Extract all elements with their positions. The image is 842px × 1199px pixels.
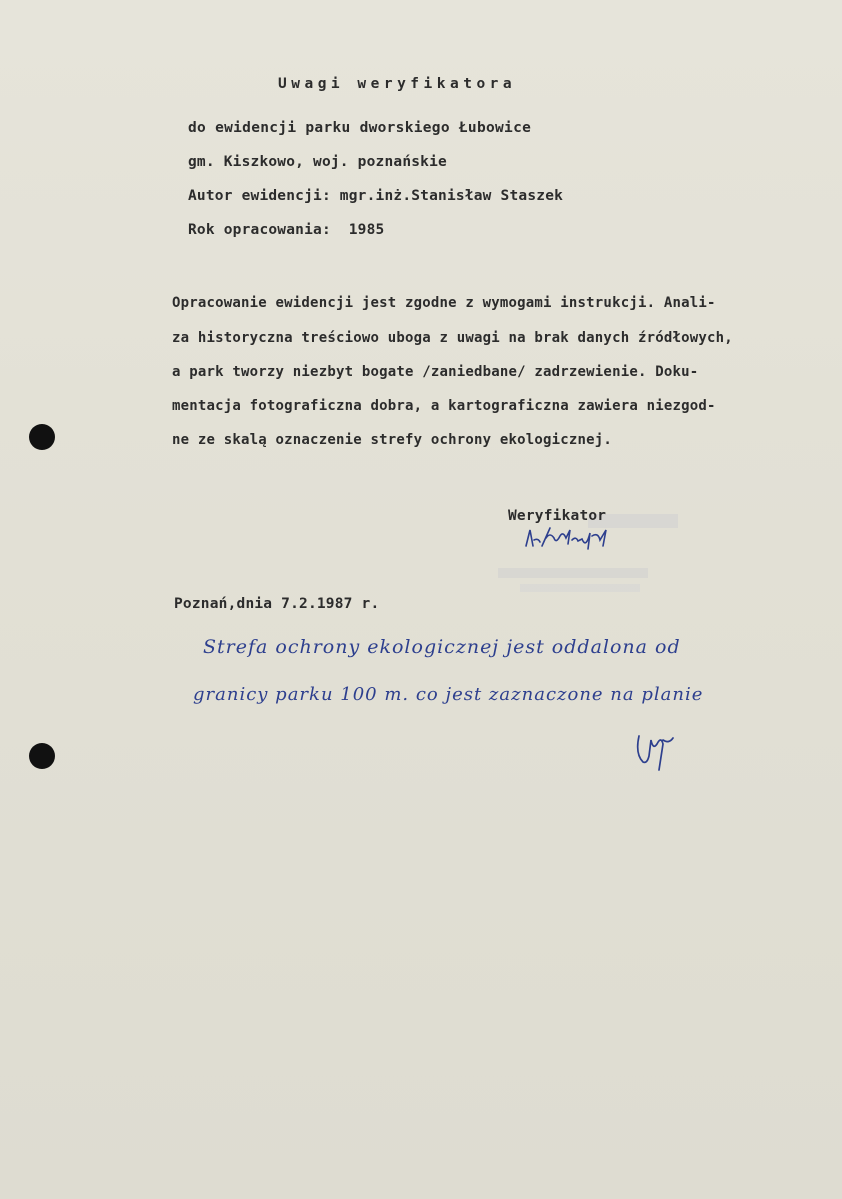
header-line-park: do ewidencji parku dworskiego Łubowice [188,120,532,136]
punch-hole-bottom [29,743,55,769]
punch-hole-top [29,424,55,450]
handwritten-note-line-1: Strefa ochrony ekologicznej jest oddalona od [203,636,681,658]
handwritten-initials [633,730,693,770]
header-line-location: gm. Kiszkowo, woj. poznańskie [188,154,447,170]
body-line-1: Opracowanie ewidencji jest zgodne z wymogami instrukcji. Anali- [172,295,716,311]
header-line-year: Rok opracowania: 1985 [188,222,385,238]
header-line-author: Autor ewidencji: mgr.inż.Stanisław Staszek [188,188,564,204]
verifier-label: Weryfikator [508,508,607,524]
handwritten-note-line-2: granicy parku 100 m. co jest zaznaczone na planie [193,684,704,705]
date-line: Poznań,dnia 7.2.1987 r. [174,596,380,612]
verifier-signature [520,524,630,554]
document-title: Uwagi weryfikatora [278,76,517,92]
body-line-3: a park tworzy niezbyt bogate /zaniedbane/ zadrzewienie. Doku- [172,364,699,380]
body-line-4: mentacja fotograficzna dobra, a kartograficzna zawiera niezgod- [172,398,716,414]
body-line-5: ne ze skalą oznaczenie strefy ochrony ekologicznej. [172,432,613,448]
body-line-2: za historyczna treściowo uboga z uwagi na brak danych źródłowych, [172,330,733,346]
